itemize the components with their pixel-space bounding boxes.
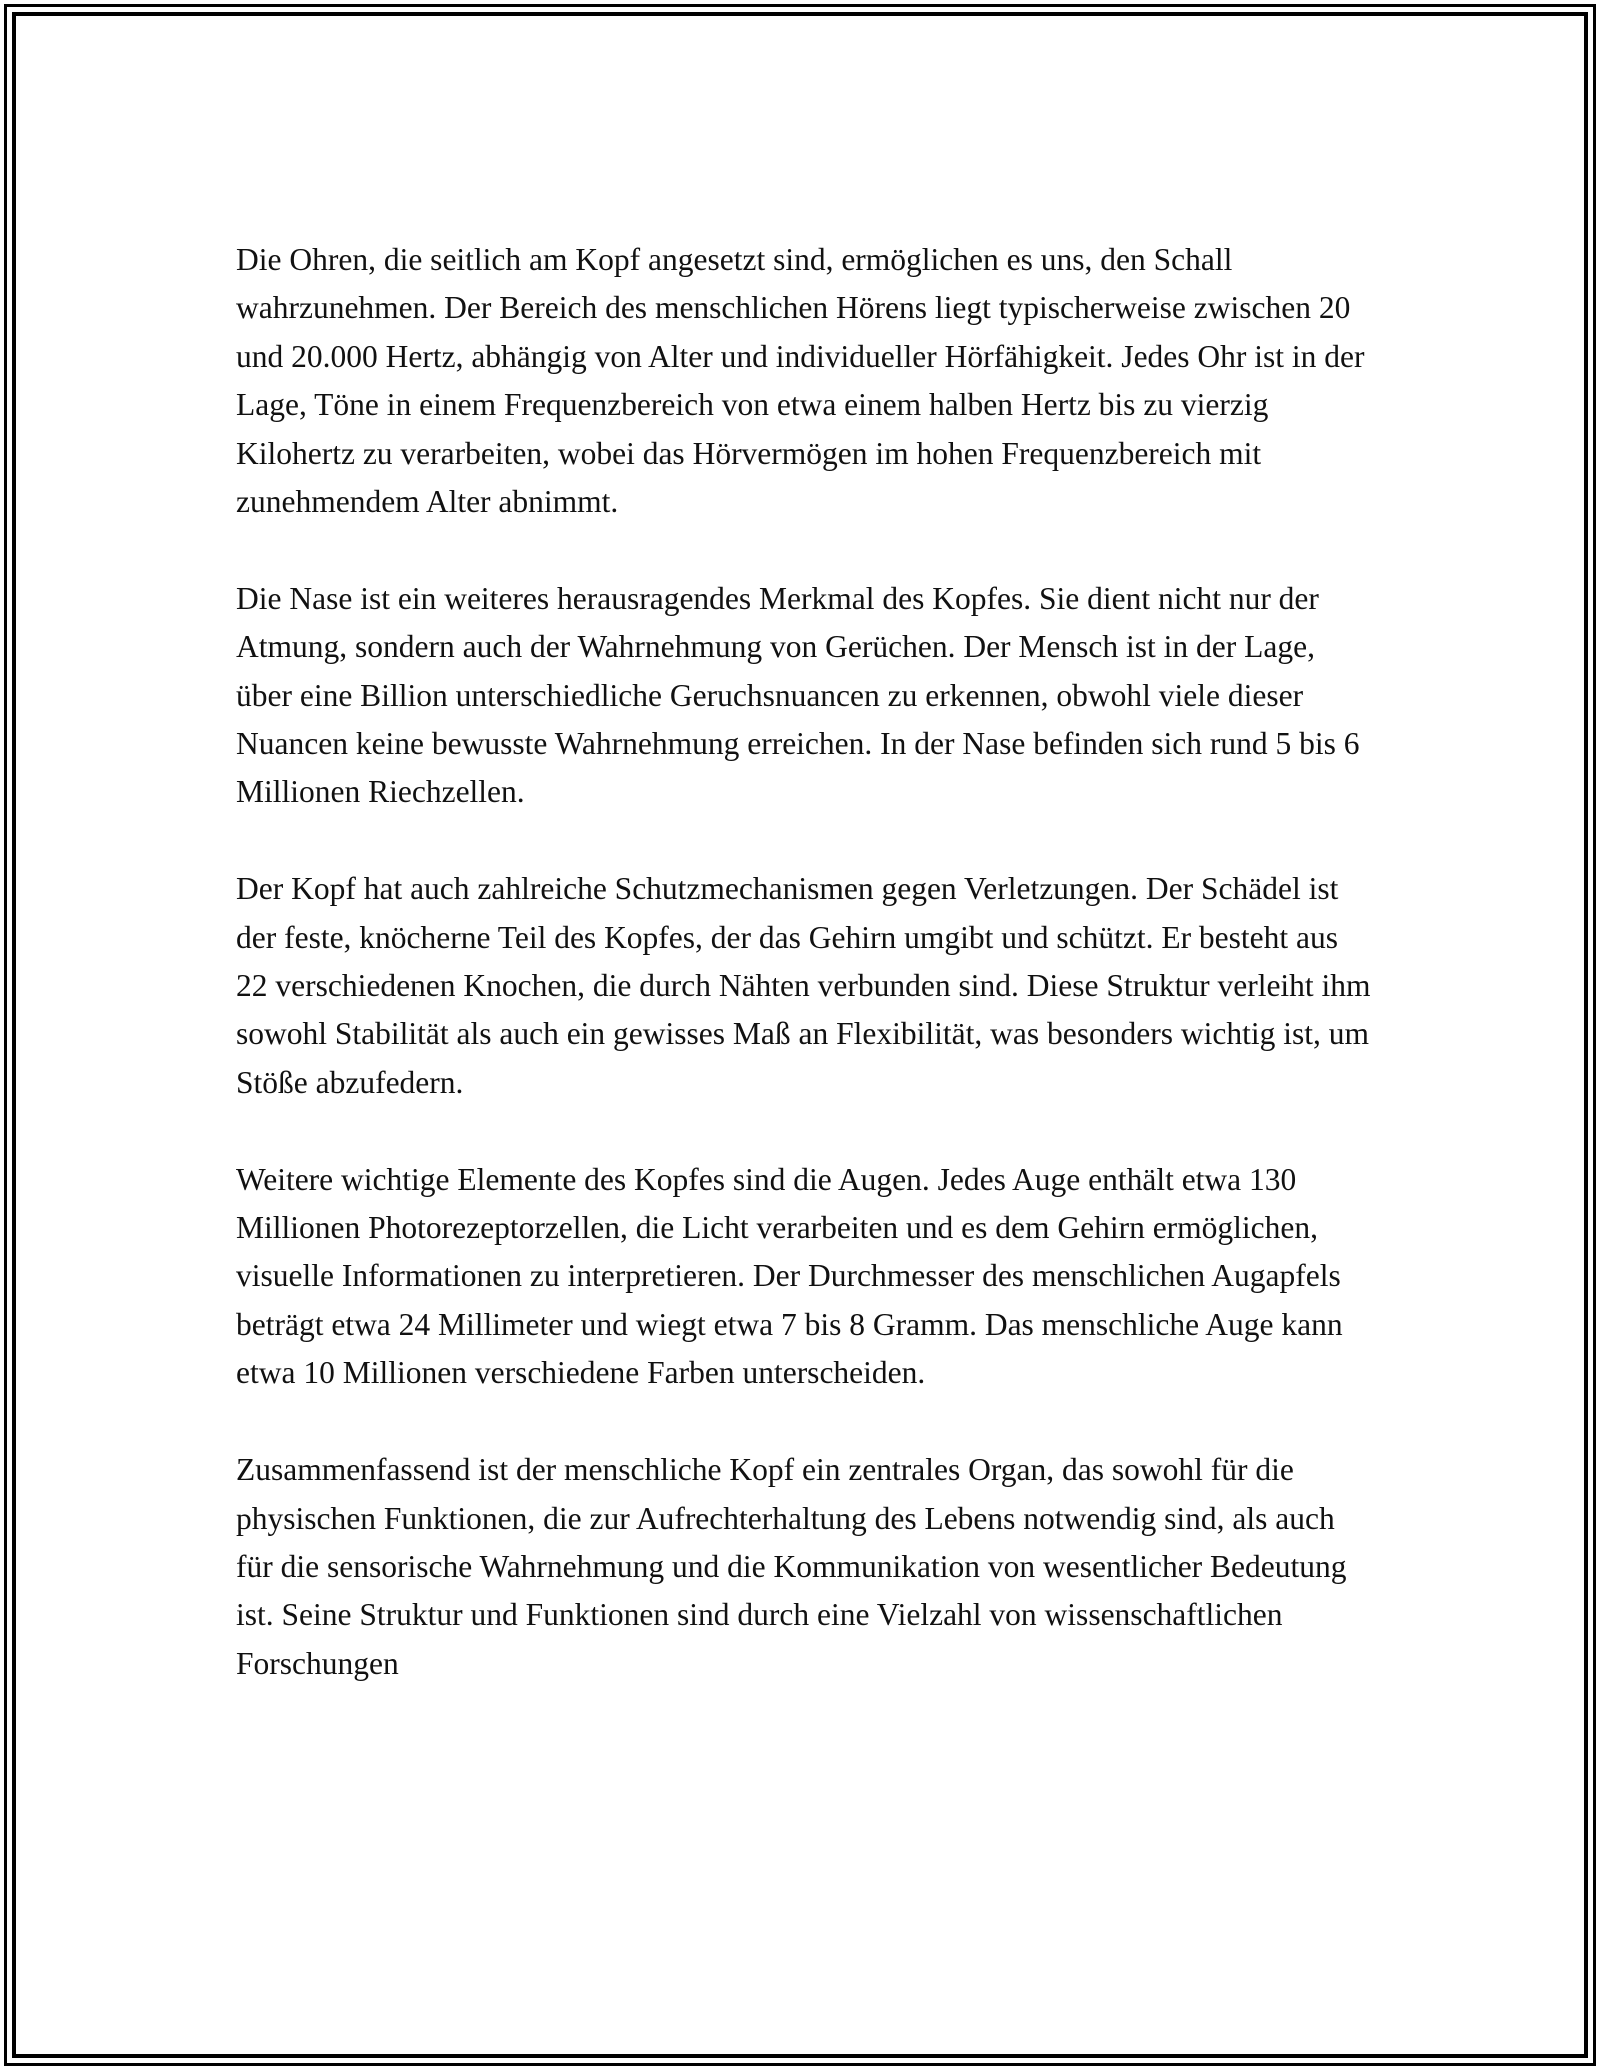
- paragraph-skull: Der Kopf hat auch zahlreiche Schutzmechanismen gegen Verletzungen. Der Schädel ist der feste, knöcherne Teil des Kopfes, der das Gehirn umgibt und schützt. Er besteht aus 22 verschiedenen Knochen, die durch Nähten verbunden sind. Diese Struktur verleiht ihm sowohl Stabilität als auch ein gewisses Maß an Flexibilität, was besonders wichtig ist, um Stöße abzufedern.: [236, 871, 1371, 1100]
- paragraph-eyes: Weitere wichtige Elemente des Kopfes sind die Augen. Jedes Auge enthält etwa 130 Millionen Photorezeptorzellen, die Licht verarbeiten und es dem Gehirn ermöglichen, visuelle Informationen zu interpretieren. Der Durchmesser des menschlichen Augapfels beträgt etwa 24 Millimeter und wiegt etwa 7 bis 8 Gramm. Das menschliche Auge kann etwa 10 Millionen verschiedene Farben unterscheiden.: [236, 1161, 1343, 1391]
- paragraph-nose: Die Nase ist ein weiteres herausragendes Merkmal des Kopfes. Sie dient nicht nur der Atmung, sondern auch der Wahrnehmung von Gerüchen. Der Mensch ist in der Lage, über eine Billion unterschiedliche Geruchsnuancen zu erkennen, obwohl viele dieser Nuancen keine bewusste Wahrnehmung erreichen. In der Nase befinden sich rund 5 bis 6 Millionen Riechzellen.: [236, 580, 1360, 810]
- paragraph-ears: Die Ohren, die seitlich am Kopf angesetzt sind, ermöglichen es uns, den Schall wahrzunehmen. Der Bereich des menschlichen Hörens liegt typischerweise zwischen 20 und 20.000 Hertz, abhängig von Alter und individueller Hörfähigkeit. Jedes Ohr ist in der Lage, Töne in einem Frequenzbereich von etwa einem halben Hertz bis zu vierzig Kilohertz zu verarbeiten, wobei das Hörvermögen im hohen Frequenzbereich mit zunehmendem Alter abnimmt.: [236, 242, 1365, 520]
- paragraph-summary: Zusammenfassend ist der menschliche Kopf ein zentrales Organ, das sowohl für die physischen Funktionen, die zur Aufrechterhaltung des Lebens notwendig sind, als auch für die sensorische Wahrnehmung und die Kommunikation von wesentlicher Bedeutung ist. Seine Struktur und Funktionen sind durch eine Vielzahl von wissenschaftlichen Forschungen: [236, 1452, 1347, 1681]
- document-body: [236, 236, 1376, 1737]
